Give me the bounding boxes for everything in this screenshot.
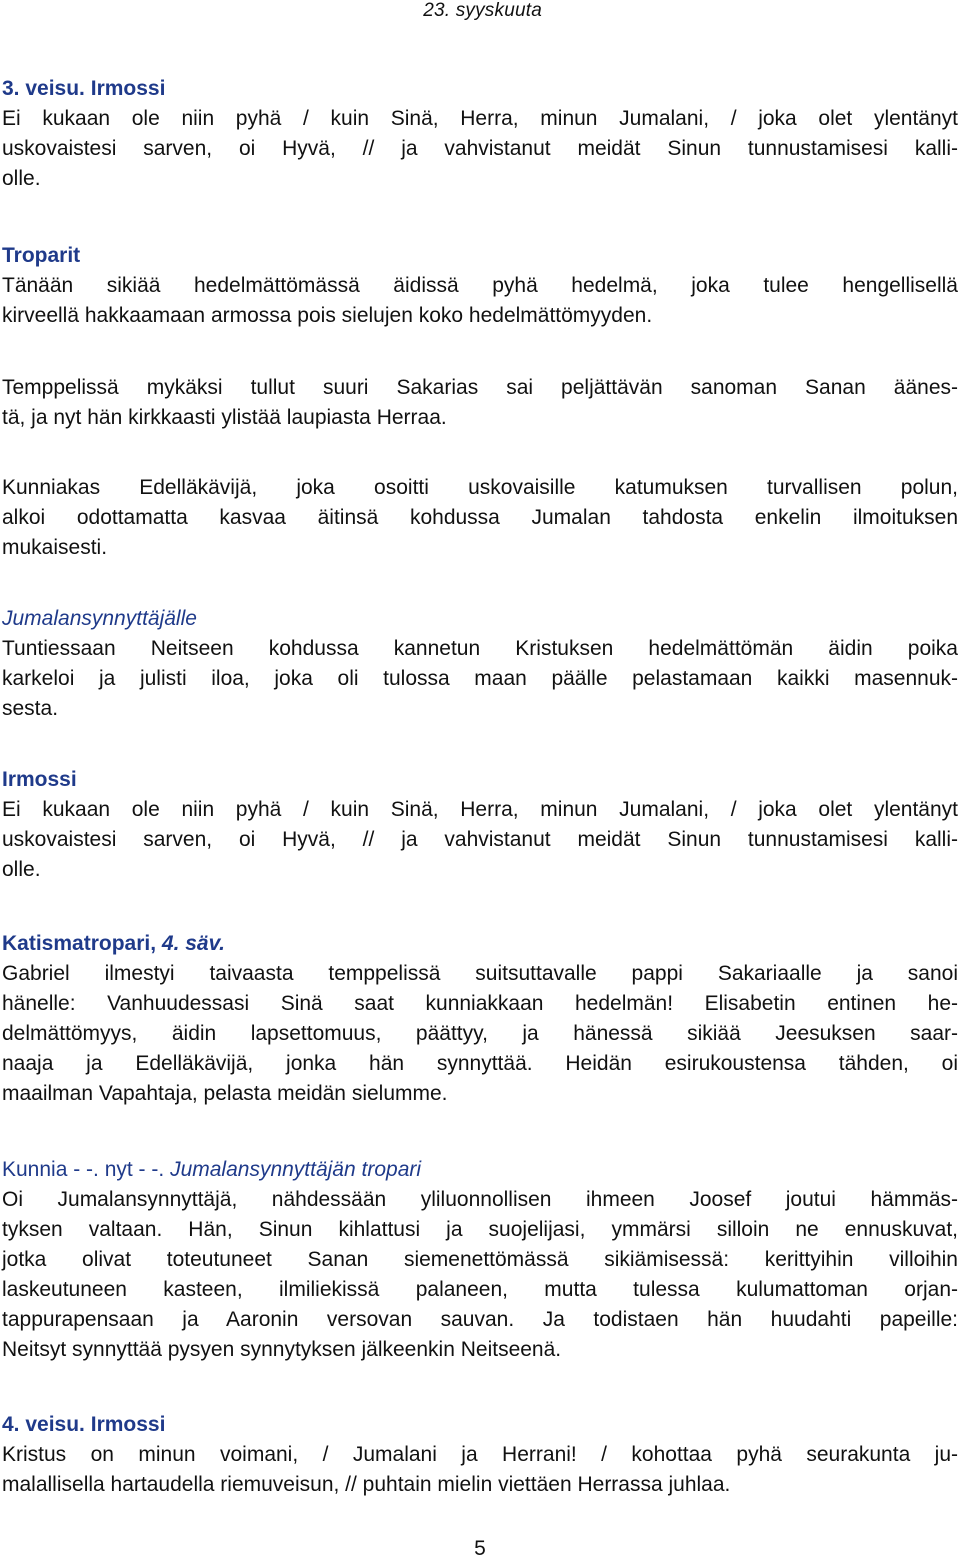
- heading-bold: Katismatropari,: [2, 932, 157, 955]
- text-line: delmättömyys, äidin lapsettomuus, päättyy, ja hänessä sikiää Jeesuksen saar-: [2, 1022, 958, 1045]
- section-heading: [2, 1155, 958, 1185]
- text-line: olle.: [2, 858, 41, 881]
- section-paragraph: [2, 373, 958, 433]
- text-line: uskovaistesi sarven, oi Hyvä, // ja vahvistanut meidät Sinun tunnustamisesi kalli-: [2, 137, 958, 160]
- text-line: Kristus on minun voimani, / Jumalani ja Herrani! / kohottaa pyhä seurakunta ju-: [2, 1443, 958, 1466]
- section-jumalansynnyttajalle: [2, 604, 958, 724]
- text-line: Gabriel ilmestyi taivaasta temppelissä suitsuttavalle pappi Sakariaalle ja sanoi: [2, 962, 958, 985]
- text-line: kirveellä hakkaamaan armossa pois sielujen koko hedelmättömyyden.: [2, 304, 653, 327]
- text-line: laskeutuneen kasteen, ilmiliekissä palaneen, mutta tulessa kulumattoman orjan-: [2, 1278, 958, 1301]
- section-troparit: [2, 241, 958, 331]
- text-line: karkeloi ja julisti iloa, joka oli tulossa maan päälle pelastamaan kaikki masennuk-: [2, 667, 958, 690]
- section-heading: Troparit: [2, 244, 81, 267]
- heading-bold: 3. veisu.: [2, 77, 85, 100]
- text-line: uskovaistesi sarven, oi Hyvä, // ja vahvistanut meidät Sinun tunnustamisesi kalli-: [2, 828, 958, 851]
- text-line: Neitsyt synnyttää pysyen synnytyksen jälkeenkin Neitseenä.: [2, 1338, 562, 1361]
- text-line: tä, ja nyt hän kirkkaasti ylistää laupiasta Herraa.: [2, 406, 447, 429]
- heading-italic: 4. säv.: [161, 932, 225, 955]
- page-header-date: 23. syyskuuta: [423, 0, 542, 21]
- text-line: jotka olivat toteutuneet Sanan siemenettömässä sikiämisessä: kerittyihin villoihin: [2, 1248, 958, 1271]
- section-kunnia: [2, 1155, 958, 1365]
- text-line: maailman Vapahtaja, pelasta meidän sielumme.: [2, 1082, 448, 1105]
- text-line: Tuntiessaan Neitseen kohdussa kannetun Kristuksen hedelmättömän äidin poika: [2, 637, 958, 660]
- text-line: Tänään sikiää hedelmättömässä äidissä pyhä hedelmä, joka tulee hengellisellä: [2, 274, 958, 297]
- section-heading: Jumalansynnyttäjälle: [2, 607, 197, 630]
- text-line: malallisella hartaudella riemuveisun, // puhtain mielin viettäen Herrassa juhlaa.: [2, 1473, 731, 1496]
- section-heading: [2, 74, 958, 104]
- text-line: Oi Jumalansynnyttäjä, nähdessään yliluonnollisen ihmeen Joosef joutui hämmäs-: [2, 1188, 958, 1211]
- heading-bold: 4. veisu.: [2, 1413, 85, 1436]
- text-line: alkoi odottamatta kasvaa äitinsä kohdussa Jumalan tahdosta enkelin ilmoituksen: [2, 506, 958, 529]
- heading-italic: Jumalansynnyttäjän tropari: [170, 1158, 422, 1181]
- text-line: naaja ja Edelläkävijä, jonka hän synnyttää. Heidän esirukoustensa tähden, oi: [2, 1052, 958, 1075]
- text-line: sesta.: [2, 697, 59, 720]
- text-line: Ei kukaan ole niin pyhä / kuin Sinä, Herra, minun Jumalani, / joka olet ylentänyt: [2, 107, 958, 130]
- section-katismatropari: [2, 929, 958, 1109]
- text-line: tappurapensaan ja Aaronin versovan sauvan. Ja todistaen hän huudahti papeille:: [2, 1308, 958, 1331]
- section-heading: Irmossi: [2, 768, 77, 791]
- heading-rest: Irmossi: [90, 77, 166, 100]
- section-heading: [2, 929, 958, 959]
- text-line: olle.: [2, 167, 41, 190]
- heading-rest: Irmossi: [90, 1413, 166, 1436]
- section-paragraph: [2, 473, 958, 563]
- section-irmossi: [2, 765, 958, 885]
- text-line: mukaisesti.: [2, 536, 108, 559]
- section-heading: [2, 1410, 958, 1440]
- section-3-veisu: [2, 74, 958, 194]
- text-line: Ei kukaan ole niin pyhä / kuin Sinä, Herra, minun Jumalani, / joka olet ylentänyt: [2, 798, 958, 821]
- text-line: Temppelissä mykäksi tullut suuri Sakarias sai peljättävän sanoman Sanan äänes-: [2, 376, 958, 399]
- text-line: tyksen valtaan. Hän, Sinun kihlattusi ja suojelijasi, ymmärsi silloin ne ennuskuvat,: [2, 1218, 958, 1241]
- page-number: 5: [474, 1537, 486, 1560]
- text-line: Kunniakas Edelläkävijä, joka osoitti uskovaisille katumuksen turvallisen polun,: [2, 476, 958, 499]
- heading-plain: Kunnia - -. nyt - -.: [2, 1158, 165, 1181]
- text-line: hänelle: Vanhuudessasi Sinä saat kunniakkaan hedelmän! Elisabetin entinen he-: [2, 992, 958, 1015]
- section-4-veisu: [2, 1410, 958, 1500]
